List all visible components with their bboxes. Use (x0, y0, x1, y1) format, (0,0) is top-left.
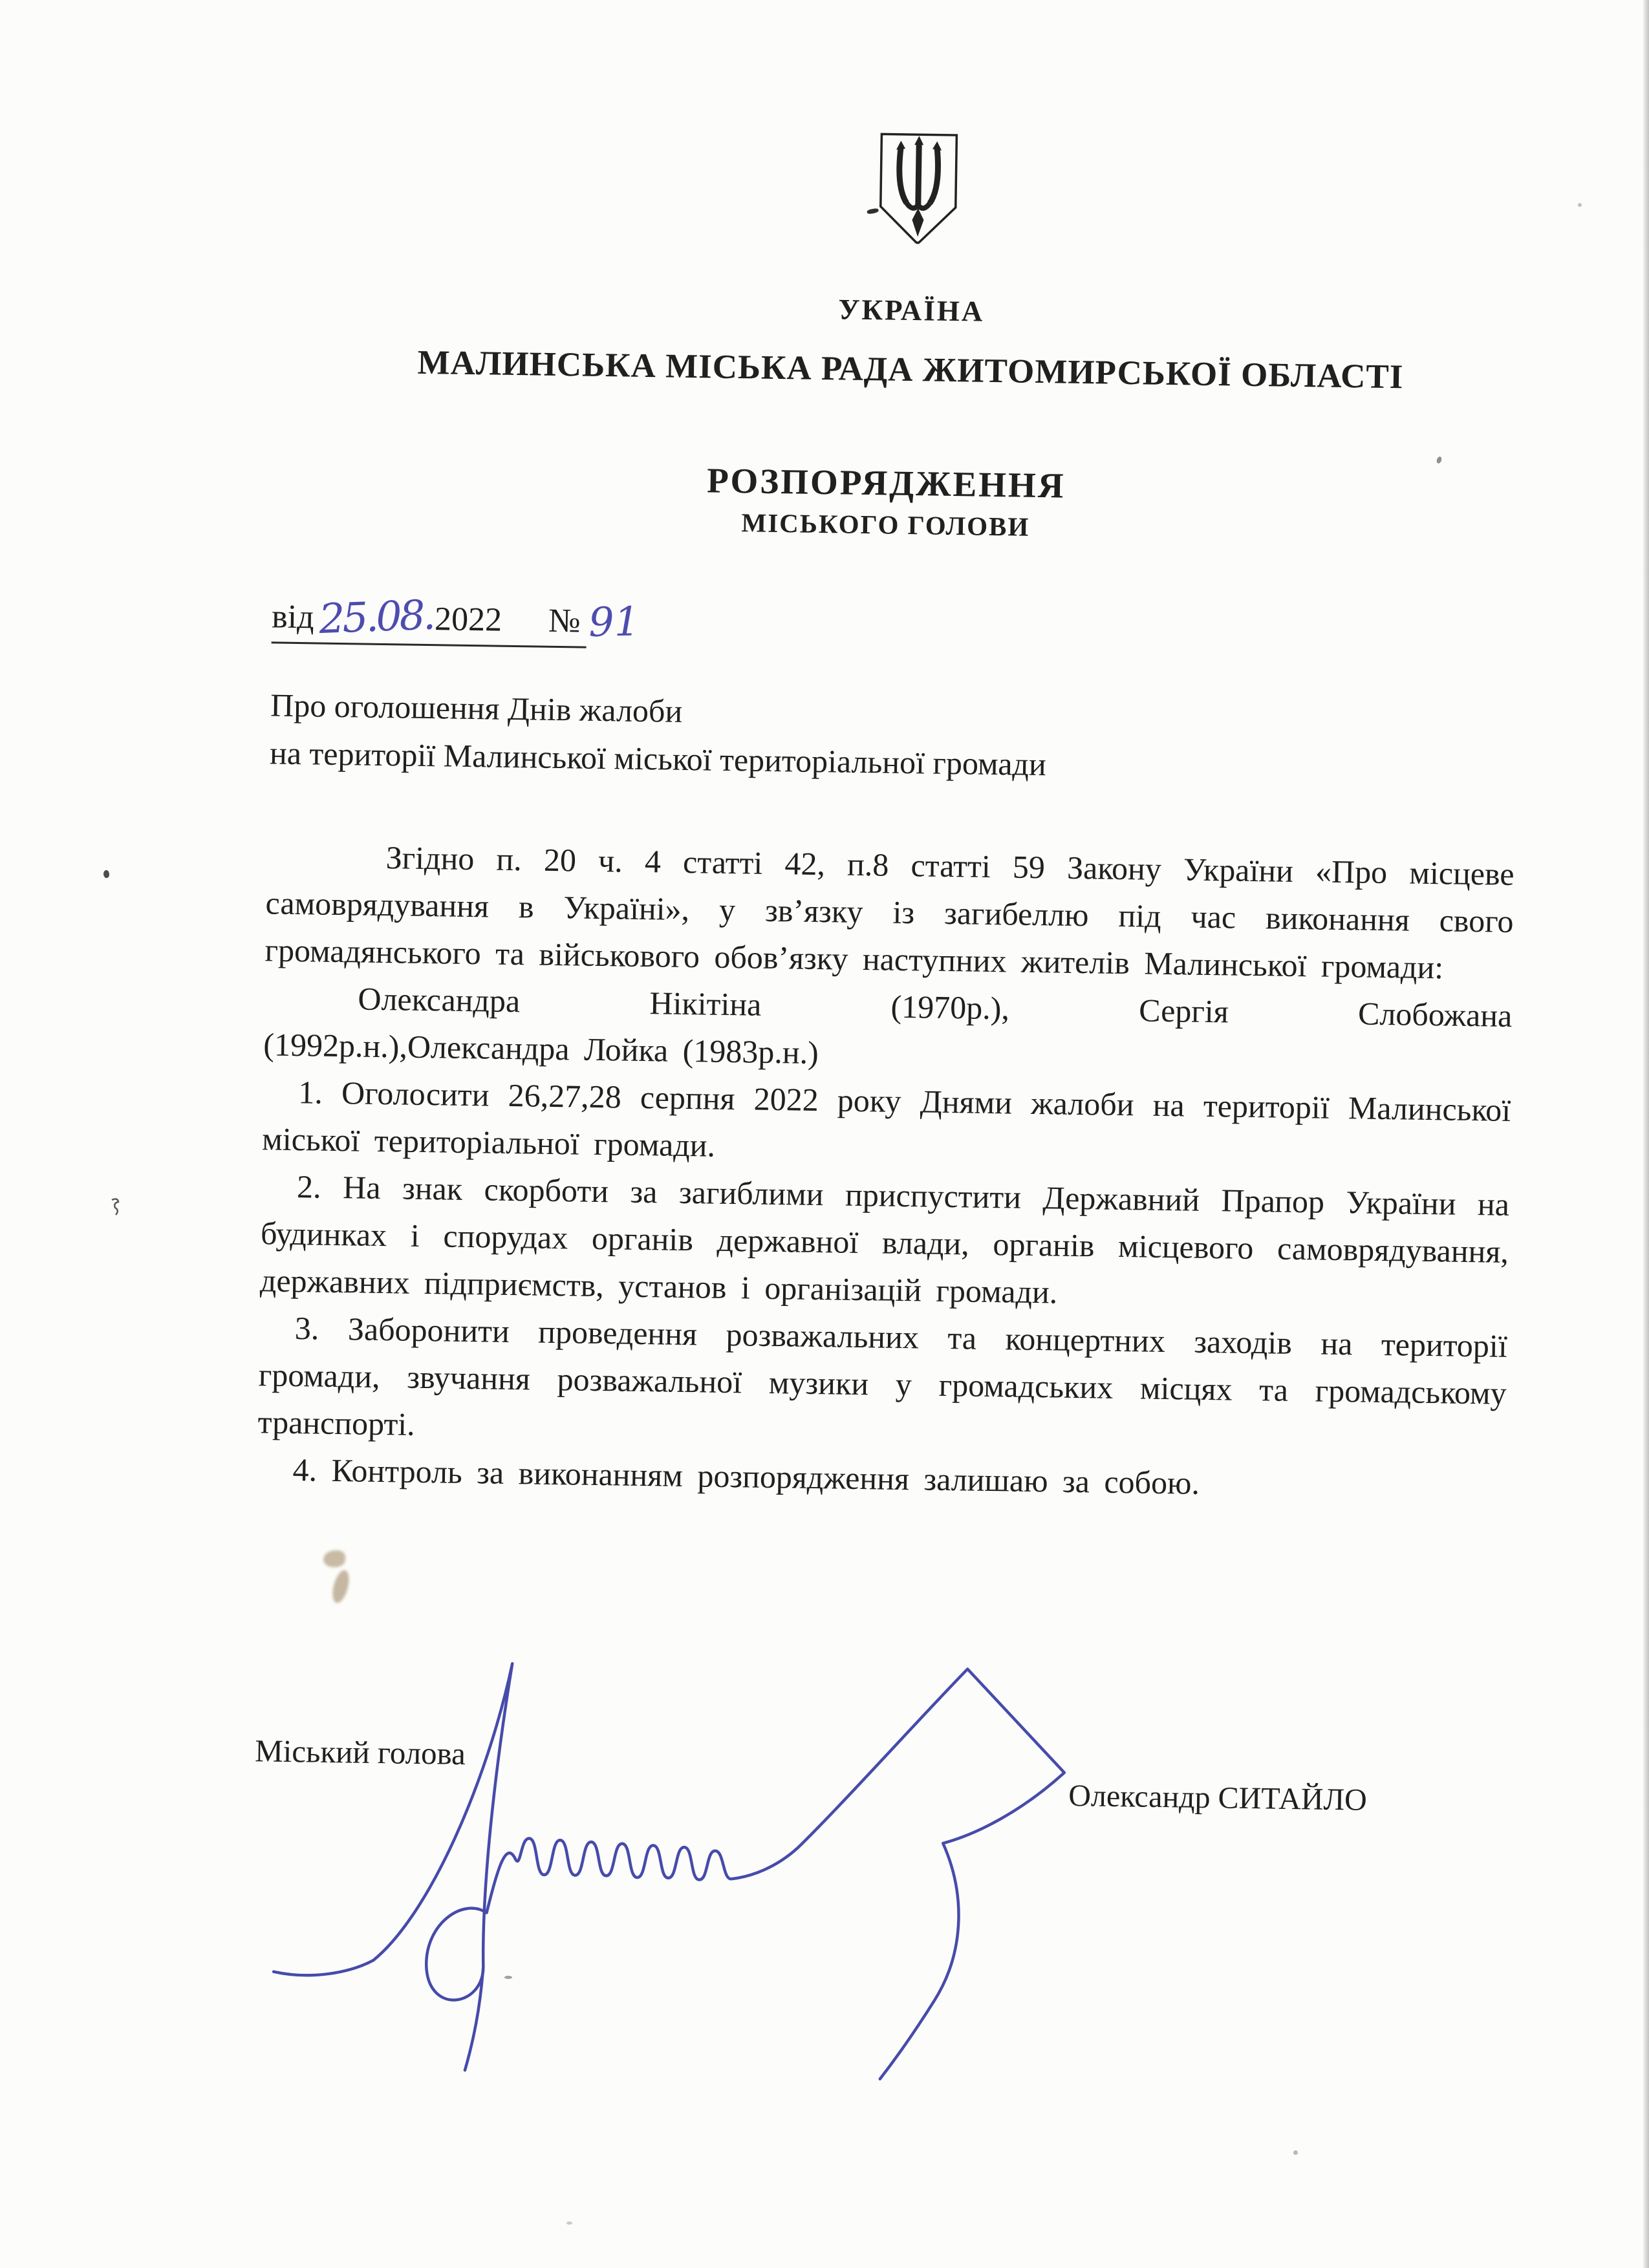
scan-speck (1578, 203, 1582, 207)
order-item-2: 2. На знак скорботи за загиблими приспустити Державний Прапор України на будинках і спорудах органів державної влади, органів місцевого самоврядування, державних підприємств, установ і організацій громади. (259, 1168, 1510, 1311)
casualties-names-line-1: Олександра Нікітіна (1970р.), Сергія Слобожана (358, 980, 1513, 1034)
document-type-title: РОЗПОРЯДЖЕННЯ (706, 460, 1066, 506)
signer-name-label: Олександр СИТАЙЛО (1068, 1778, 1368, 1817)
document-body (257, 832, 1514, 1512)
order-item-4: 4. Контроль за виконанням розпорядження залишаю за собою. (292, 1451, 1200, 1501)
handwritten-signature-ink (264, 1641, 1099, 2093)
scan-speck (1293, 2150, 1298, 2155)
handwritten-date: 25.08. (318, 591, 435, 643)
scan-smudge (323, 1550, 345, 1567)
council-name-title: МАЛИНСЬКА МІСЬКА РАДА ЖИТОМИРСЬКОЇ ОБЛАСТІ (417, 343, 1404, 396)
subject-line-1: Про оголошення Днів жалоби (270, 687, 683, 729)
intro-paragraph: Згідно п. 20 ч. 4 статті 42, п.8 статті 59 Закону України «Про місцеве самоврядування в Україні», у зв’язку із загибеллю під час виконання свого громадянського та військового обов’язку наступних жителів Малинської громади: (264, 839, 1514, 986)
country-title: УКРАЇНА (838, 293, 985, 328)
reference-line (271, 591, 641, 647)
order-item-1: 1. Оголосити 26,27,28 серпня 2022 року Днями жалоби на території Малинської міської територіальної громади. (261, 1074, 1511, 1164)
scan-speck (566, 2221, 572, 2225)
handwritten-document-number: 91 (588, 597, 641, 647)
scan-page-edge (1643, 0, 1649, 2268)
order-item-3: 3. Заборонити проведення розважальних та концертних заходів на території громади, звучання розважальної музики у громадських місцях та громадському транспорті. (257, 1310, 1508, 1442)
scan-speck (504, 1976, 512, 1979)
document-issuer-title: МІСЬКОГО ГОЛОВИ (741, 508, 1030, 542)
number-sign: № (548, 602, 581, 640)
casualties-names-line-2: (1992р.н.),Олександра Лойка (1983р.н.) (263, 1026, 819, 1071)
signer-position-label: Міський голова (254, 1733, 466, 1772)
reference-underlined-part (271, 591, 587, 648)
date-year: 2022 (434, 601, 502, 639)
scan-ink-squiggle (110, 1197, 122, 1217)
document-subject (270, 681, 1048, 788)
subject-line-2: на території Малинської міської територіальної громади (269, 734, 1047, 783)
date-from-label: від (271, 598, 315, 636)
ukraine-trident-coat-of-arms-icon (876, 131, 962, 261)
